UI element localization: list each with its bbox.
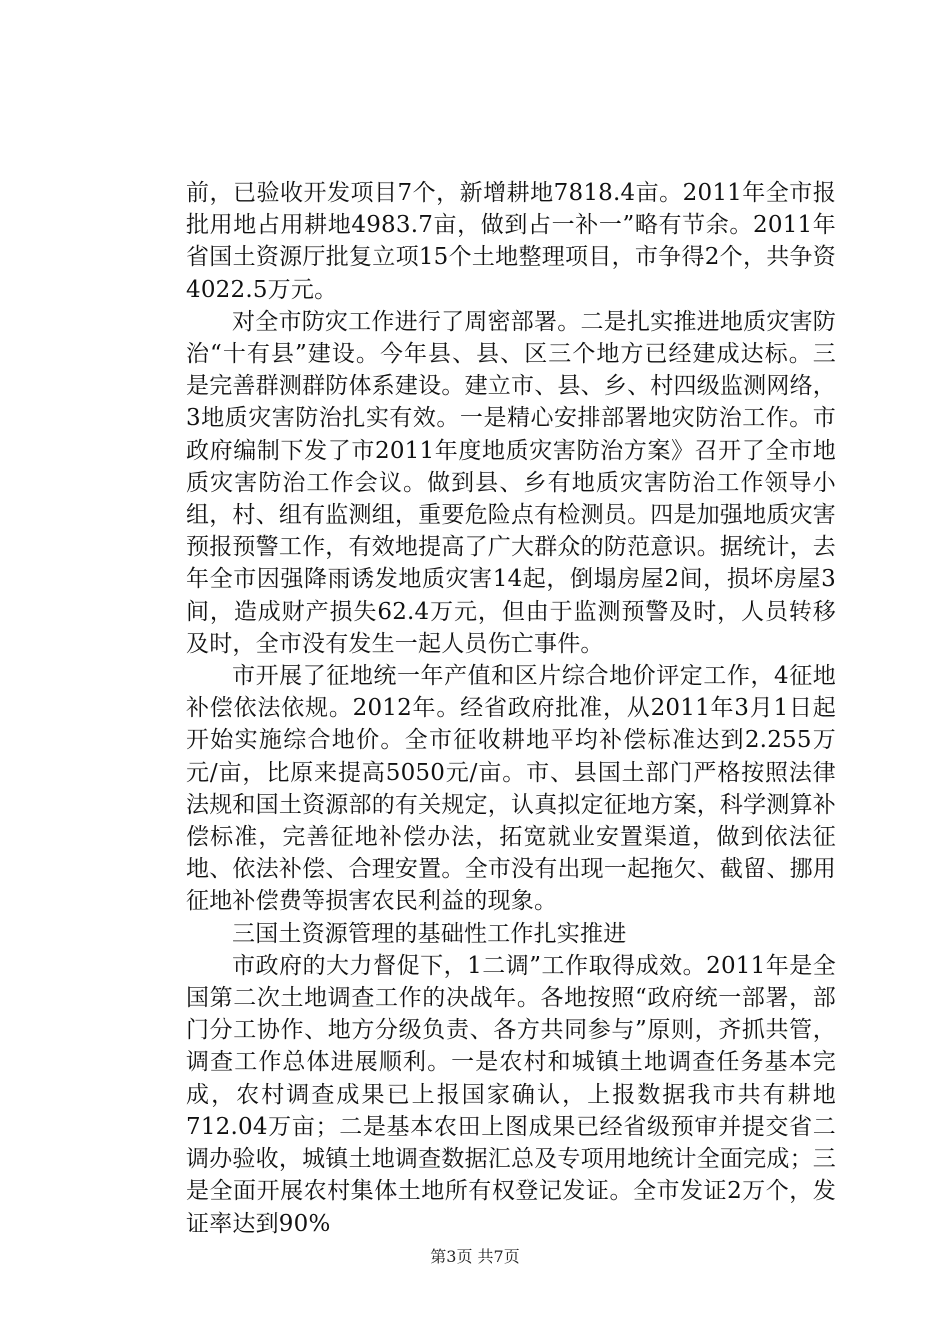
document-body — [186, 177, 836, 1240]
section-heading: 三国土资源管理的基础性工作扎实推进 — [232, 920, 627, 947]
paragraph-1: 前，已验收开发项目7个，新增耕地7818.4亩。2011年全市报批用地占用耕地4983.7亩，做到占一补一”略有节余。2011年省国土资源厅批复立项15个土地整理项目，市争得2个，共争资4022.5万元。 — [186, 180, 836, 303]
paragraph-4: 市政府的大力督促下，1二调”工作取得成效。2011年是全国第二次土地调查工作的决战年。各地按照“政府统一部署，部门分工协作、地方分级负责、各方共同参与”原则，齐抓共管，调查工作总体进展顺利。一是农村和城镇土地调查任务基本完成，农村调查成果已上报国家确认，上报数据我市共有耕地712.04万亩；二是基本农田上图成果已经省级预审并提交省二调办验收，城镇土地调查数据汇总及专项用地统计全面完成；三是全面开展农村集体土地所有权登记发证。全市发证2万个，发证率达到90% — [186, 952, 836, 1237]
paragraph-3: 市开展了征地统一年产值和区片综合地价评定工作，4征地补偿依法依规。2012年。经省政府批准，从2011年3月1日起开始实施综合地价。全市征收耕地平均补偿标准达到2.255万元/亩，比原来提高5050元/亩。市、县国土部门严格按照法律法规和国土资源部的有关规定，认真拟定征地方案，科学测算补偿标准，完善征地补偿办法，拓宽就业安置渠道，做到依法征地、依法补偿、合理安置。全市没有出现一起拖欠、截留、挪用征地补偿费等损害农民利益的现象。 — [186, 663, 836, 915]
paragraph-2: 对全市防灾工作进行了周密部署。二是扎实推进地质灾害防治“十有县”建设。今年县、县、区三个地方已经建成达标。三是完善群测群防体系建设。建立市、县、乡、村四级监测网络，3地质灾害防治扎实有效。一是精心安排部署地灾防治工作。市政府编制下发了市2011年度地质灾害防治方案》召开了全市地质灾害防治工作会议。做到县、乡有地质灾害防治工作领导小组，村、组有监测组，重要危险点有检测员。四是加强地质灾害预报预警工作，有效地提高了广大群众的防范意识。据统计，去年全市因强降雨诱发地质灾害14起，倒塌房屋2间，损坏房屋3间，造成财产损失62.4万元，但由于监测预警及时，人员转移及时，全市没有发生一起人员伤亡事件。 — [186, 308, 836, 657]
page-number-footer: 第3页 共7页 — [430, 1247, 520, 1266]
